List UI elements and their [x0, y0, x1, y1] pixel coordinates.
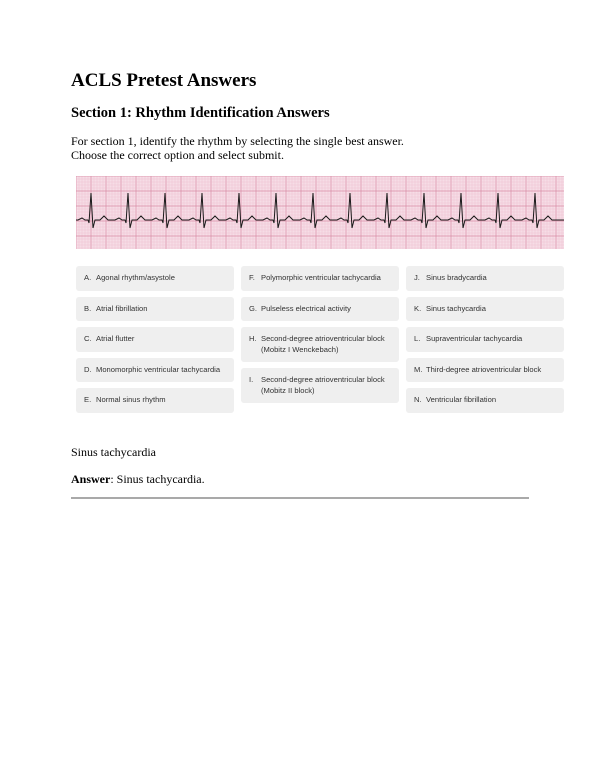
answer-value: : Sinus tachycardia. [110, 472, 205, 486]
option-label: Sinus bradycardia [426, 273, 487, 282]
option-h[interactable]: H. Second-degree atrioventricular block (Mobitz I Wenckebach) [241, 327, 399, 362]
option-label: Ventricular fibrillation [426, 395, 497, 404]
option-b[interactable]: B. Atrial fibrillation [76, 297, 234, 322]
instructions [71, 134, 404, 162]
option-c[interactable]: C. Atrial flutter [76, 327, 234, 352]
option-label: Second-degree atrioventricular block (Mobitz II block) [261, 375, 385, 395]
option-label: Pulseless electrical activity [261, 303, 351, 313]
page-title: ACLS Pretest Answers [71, 70, 257, 91]
option-label: Monomorphic ventricular tachycardia [96, 364, 221, 374]
option-j[interactable]: J. Sinus bradycardia [406, 266, 564, 291]
option-label: Agonal rhythm/asystole [96, 273, 175, 282]
option-label: Atrial flutter [96, 334, 135, 343]
option-label: Atrial fibrillation [96, 303, 148, 313]
option-d[interactable]: D. Monomorphic ventricular tachycardia [76, 358, 234, 383]
option-i[interactable]: I. Second-degree atrioventricular block (Mobitz II block) [241, 368, 399, 403]
option-f[interactable]: F. Polymorphic ventricular tachycardia [241, 266, 399, 291]
options-column-1 [76, 266, 234, 419]
instruction-line-2: Choose the correct option and select submit. [71, 148, 284, 162]
answer-line [71, 472, 205, 487]
option-m[interactable]: M. Third-degree atrioventricular block [406, 358, 564, 383]
option-label: Second-degree atrioventricular block (Mobitz I Wenckebach) [261, 334, 385, 354]
options-column-3 [406, 266, 564, 419]
option-l[interactable]: L. Supraventricular tachycardia [406, 327, 564, 352]
option-label: Sinus tachycardia [426, 303, 486, 313]
instruction-line-1: For section 1, identify the rhythm by selecting the single best answer. [71, 134, 404, 148]
option-n[interactable]: N. Ventricular fibrillation [406, 388, 564, 413]
option-e[interactable]: E. Normal sinus rhythm [76, 388, 234, 413]
section-title: Section 1: Rhythm Identification Answers [71, 105, 330, 121]
answer-label: Answer [71, 472, 111, 486]
selected-rhythm-text: Sinus tachycardia [71, 445, 156, 459]
option-label: Polymorphic ventricular tachycardia [261, 273, 381, 282]
ecg-rhythm-strip [76, 176, 564, 249]
option-label: Third-degree atrioventricular block [426, 364, 542, 374]
option-label: Supraventricular tachycardia [426, 334, 523, 343]
ecg-background [76, 176, 564, 249]
option-k[interactable]: K. Sinus tachycardia [406, 297, 564, 322]
option-g[interactable]: G. Pulseless electrical activity [241, 297, 399, 322]
options-column-2 [241, 266, 399, 409]
option-label: Normal sinus rhythm [96, 395, 166, 404]
option-a[interactable]: A. Agonal rhythm/asystole [76, 266, 234, 291]
horizontal-rule [71, 497, 529, 499]
